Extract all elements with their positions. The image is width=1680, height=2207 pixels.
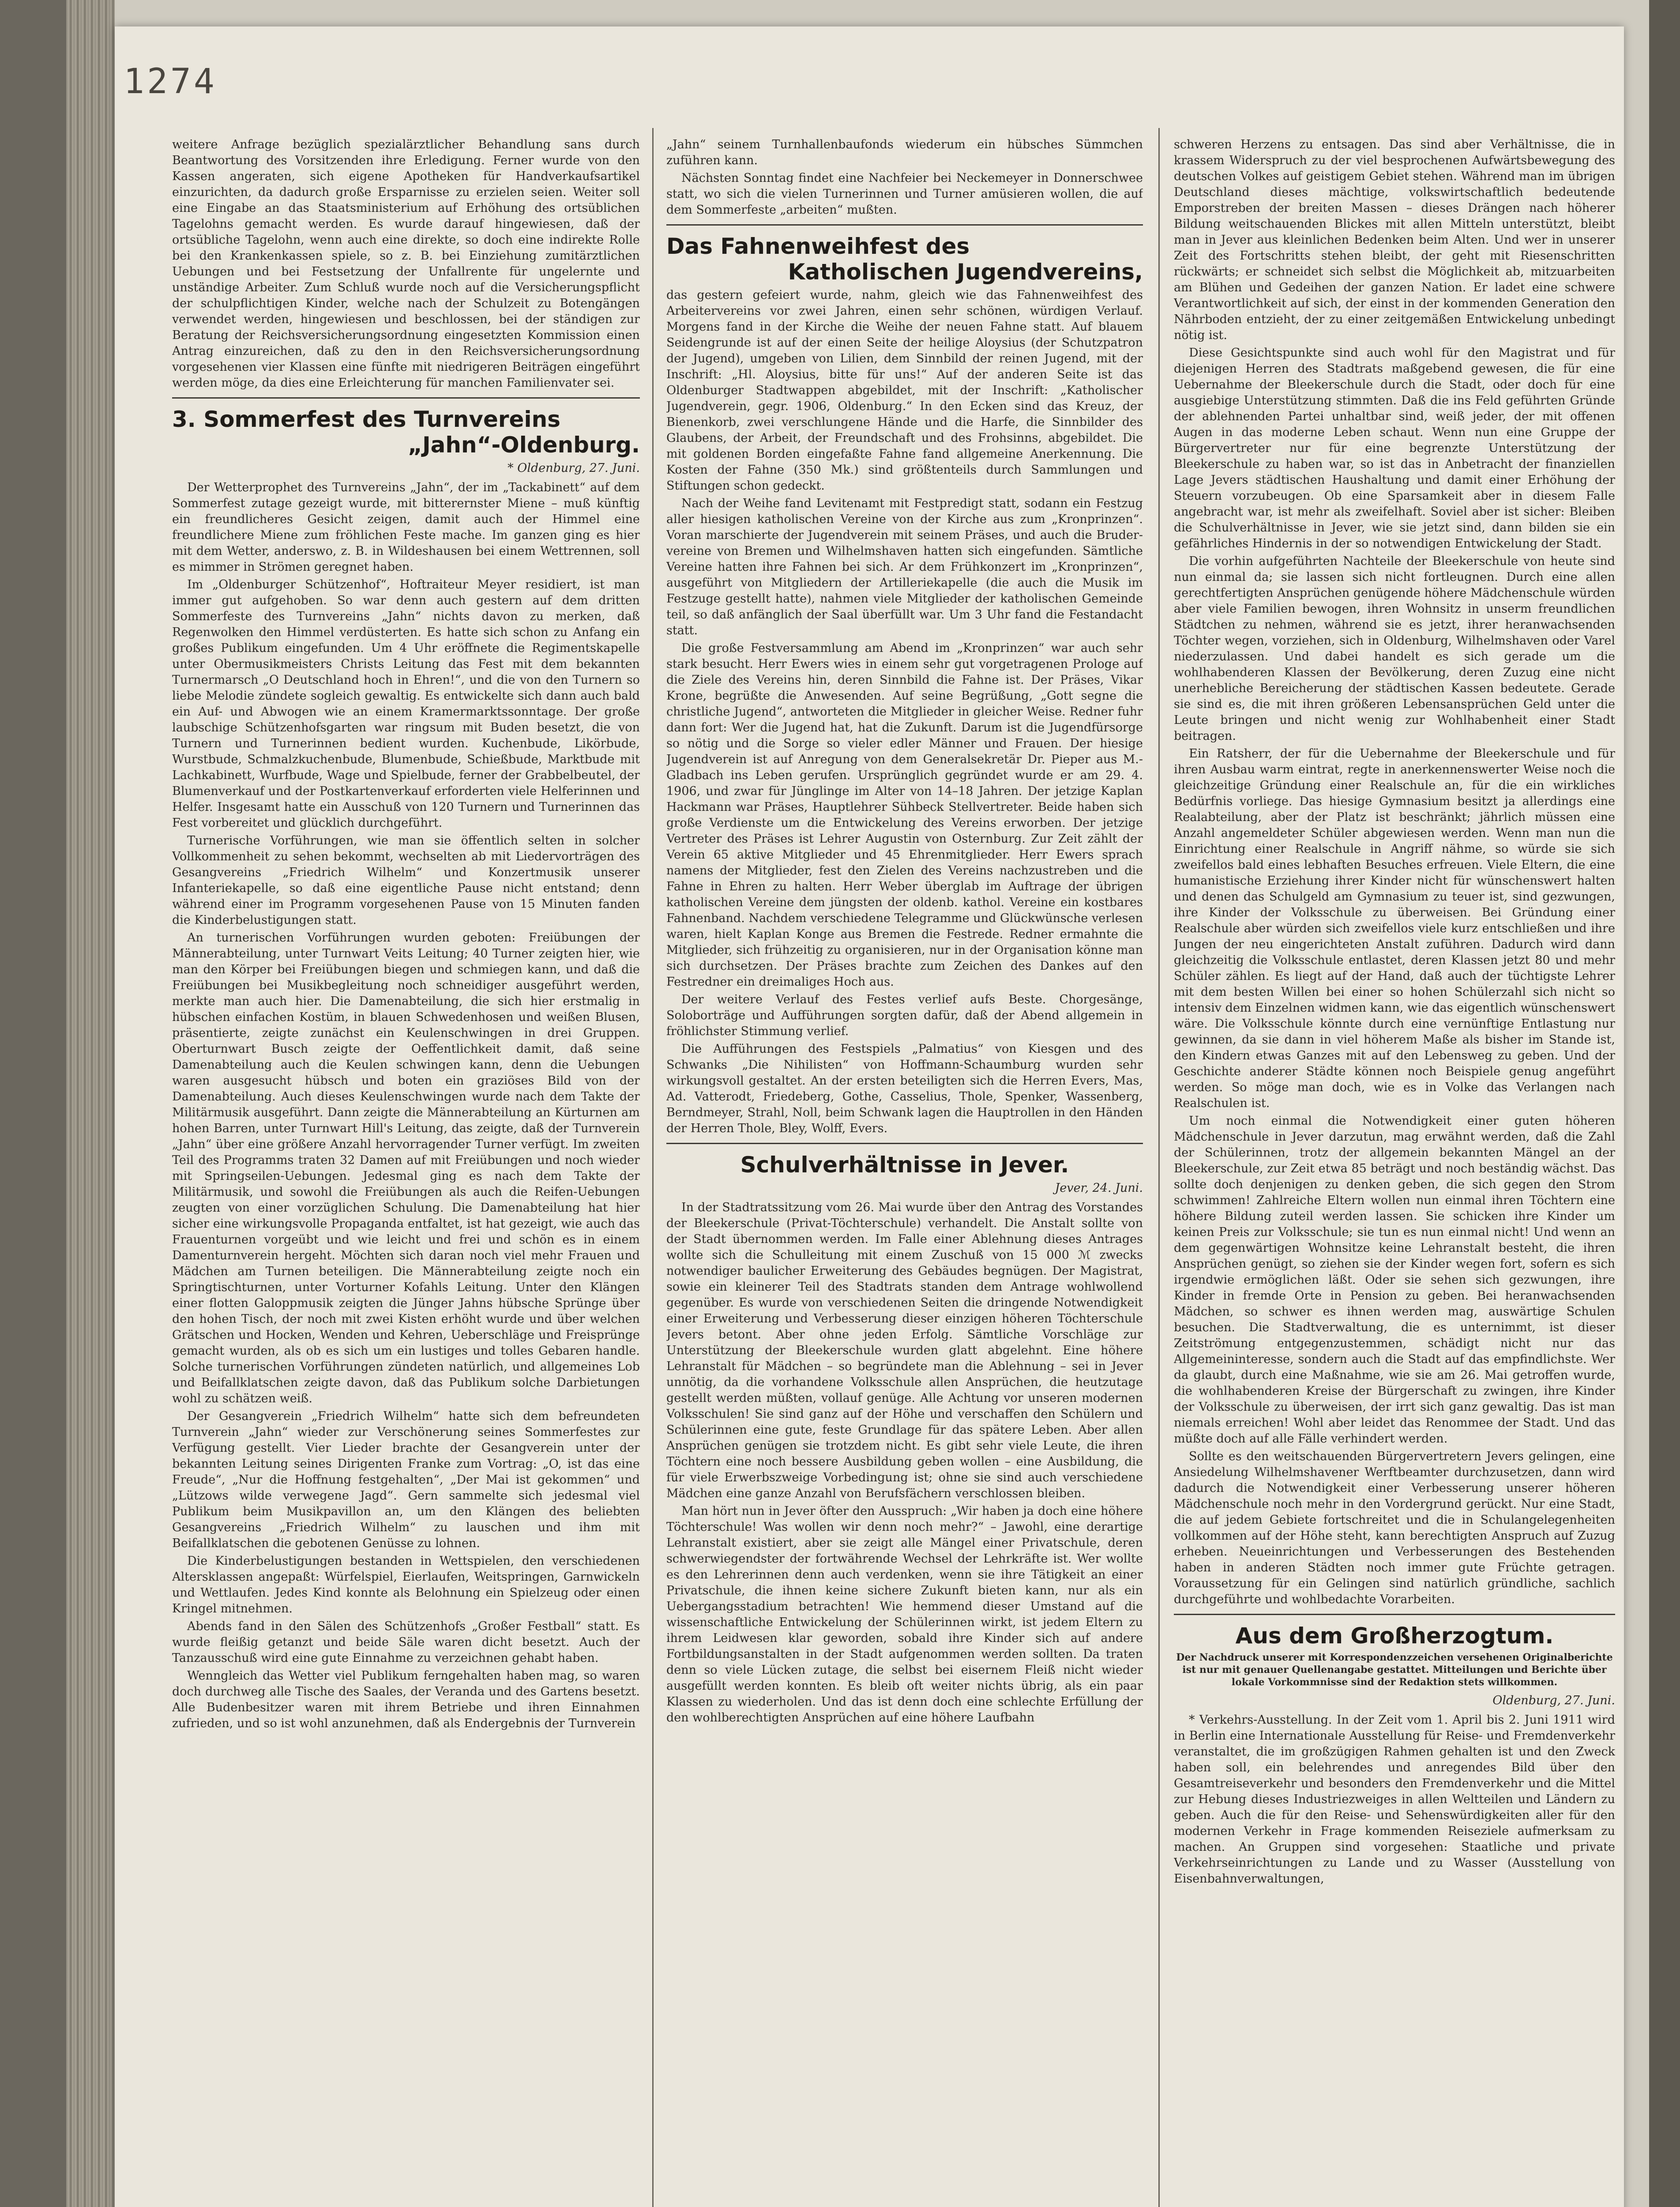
column-1	[172, 137, 640, 2207]
section-heading: Aus dem Großherzogtum.	[1235, 1623, 1554, 1649]
dateline: Oldenburg, 27. Juni.	[1492, 1694, 1615, 1707]
section-rule	[1174, 1614, 1615, 1615]
article-paragraph: Die vorhin aufgeführten Nachteile der Bleekerschule von heute sind nun einmal da; sie lassen sich nicht fortleugnen. Durch eine allen gerechtfertigten Ansprüchen genügende höhere Mädchenschule würden aber viele Familien bewogen, ihren Wohnsitz in unserm freundlichen Städtchen zu nehmen, während sie es jetzt, ihrer heranwachsenden Töchter wegen, vorziehen, sich in Oldenburg, Wilhelmshaven oder Varel niederzulassen. Und dabei handelt es sich gerade um die wohlhabenderen Klassen der Bevölkerung, deren Zuzug eine nicht unerhebliche Bereicherung der städtischen Kassen bedeutete. Gerade sie sind es, die mit ihren größeren Lebensansprüchen Geld unter die Leute bringen und nicht wenig zur Wohlhabenheit einer Stadt beitragen.	[1174, 554, 1615, 743]
article-paragraph: Diese Gesichtspunkte sind auch wohl für den Magistrat und für diejenigen Herren des Stadtrats maßgebend gewesen, die für eine Uebernahme der Bleekerschule durch die Stadt, oder doch für eine ausgiebige Unterstützung stimmten. Daß die ins Feld geführten Gründe der ablehnenden Partei unhaltbar sind, weiß jeder, der mit offenen Augen in das moderne Leben schaut. Wenn nun eine Gruppe der Bürgervertreter nur für eine begrenzte Unterstützung der Bleekerschule zu haben war, so ist das in Anbetracht der finanziellen Lage Jevers städtischen Haushaltung und damit einer Erhöhung der Steuern vorzubeugen. Ob eine Sparsamkeit aber in diesem Falle angebracht war, ist mehr als zweifelhaft. Soviel aber ist sicher: Bleiben die Schulverhältnisse in Jever, wie sie jetzt sind, dann bilden sie ein gefährliches Hindernis in der so notwendigen Entwickelung der Stadt.	[1174, 346, 1615, 550]
column-3	[1174, 137, 1615, 2207]
article-paragraph: Man hört nun in Jever öfter den Ausspruch: „Wir haben ja doch eine höhere Töchterschule! Was wollen wir denn noch mehr?“ – Jawohl, eine derartige Lehranstalt existiert, aber sie zeigt alle Mängel einer Privatschule, deren schwerwiegendster der fortwährende Wechsel der Lehrkräfte ist. Wer wollte es den Lehrerinnen denn auch verdenken, wenn sie ihre Tätigkeit an einer Privatschule, die ihnen keine sichere Zukunft bieten kann, nur als ein Uebergangsstadium betrachten! Wie hemmend dieser Umstand auf die wissenschaftliche Entwickelung der Schülerinnen wirkt, ist jedem Eltern zu ihrem Leidwesen klar geworden, sobald ihre Kinder sich auf andere Fortbildungsanstalten in der Stadt aufgenommen werden sollten. Da traten denn so viele Lücken zutage, die selbst bei eisernem Fleiß nicht wieder ausgefüllt werden konnten. Es bleib oft weiter nichts übrig, als ein paar Klassen zu wiederholen. Und das ist denn doch eine schlechte Erfüllung der den wohlberechtigten Ansprüchen auf eine höhere Laufbahn	[666, 1504, 1143, 1725]
column-2	[666, 137, 1143, 2207]
article-text: Nächsten Sonntag findet eine Nachfeier bei Neckemeyer in Donnerschwee statt, wo sich die vielen Turnerinnen und Turner amüsieren wollen, die auf dem Sommerfeste „arbeiten“ mußten.	[666, 171, 1143, 217]
article-paragraph: In der Stadtratssitzung vom 26. Mai wurde über den Antrag des Vorstandes der Bleekerschule (Privat-Töchterschule) verhandelt. Die Anstalt sollte von der Stadt übernommen werden. Im Falle einer Ablehnung dieses Antrages wollte sich die Schulleitung mit einem Zuschuß von 15 000 ℳ zwecks notwendiger baulicher Erweiterung des Gebäudes begnügen. Der Magistrat, sowie ein kleinerer Teil des Stadtrats standen dem Antrage wohlwollend gegenüber. Es wurde von verschiedenen Seiten die dringende Notwendigkeit einer Erweiterung und Verbesserung dieser einzigen höheren Töchterschule Jevers betont. Aber ohne jeden Erfolg. Sämtliche Vorschläge zur Unterstützung der Bleekerschule wurden glatt abgelehnt. Eine höhere Lehranstalt für Mädchen – so begründete man die Ablehnung – sei in Jever unnötig, da die vorhandene Volksschule allen Ansprüchen, die heutzutage gestellt werden müßten, vollauf genüge. Alle Achtung vor unseren modernen Volksschulen! Sie sind ganz auf der Höhe und verschaffen den Schülern und Schülerinnen eine gute, feste Grundlage für das spätere Leben. Aber allen Ansprüchen genügen sie trotzdem nicht. Es gibt sehr viele Leute, die ihren Töchtern eine noch bessere Ausbildung geben wollen – eine Ausbildung, die für viele Erwerbszweige Vorbedingung ist; ohne sie sind auch verschiedene Mädchen eine ganze Anzahl von Berufsfächern verschlossen bleiben.	[666, 1201, 1143, 1500]
article-paragraph: Nach der Weihe fand Levitenamt mit Festpredigt statt, sodann ein Festzug aller hiesigen katholischen Vereine von der Kirche aus zum „Kronprinzen“. Voran marschierte der Jugendverein mit seinem Präses, und auch die Brudervereine von Bremen und Wilhelmshaven hatten sich eingefunden. Sämtliche Vereine hatten ihre Fahnen bei sich. Ar dem Frühkonzert im „Kronprinzen“, ausgeführt von Mitgliedern der Artilleriekapelle (die auch die Musik im Festzuge gestellt hatte), nahmen viele Mitglieder der katholischen Gemeinde teil, so daß anfänglich der Saal überfüllt war. Um 3 Uhr fand die Festandacht statt.	[666, 497, 1143, 637]
heading-line: Das Fahnenweihfest des	[666, 234, 970, 259]
article-paragraph: Im „Oldenburger Schützenhof“, Hoftraiteur Meyer residiert, ist man immer gut aufgehoben. So war denn auch gestern auf dem dritten Sommerfeste des Turnvereins „Jahn“ nichts davon zu merken, daß Regenwolken den Himmel verdüsterten. Es hatte sich schon zu Anfang ein großes Publikum eingefunden. Um 4 Uhr eröffnete die Regimentskapelle unter Obermusikmeisters Christs Leitung das Fest mit dem bekannten Turnermarsch „O Deutschland hoch in Ehren!“, und die von den Turnern so liebe Melodie zündete sogleich gewaltig. Es entwickelte sich dann auch bald ein Auf- und Abwogen wie an einem Kramermarktssonntage. Der große laubschige Schützenhofsgarten war ringsum mit Buden besetzt, die von Turnern und Turnerinnen bedient wurden. Kuchenbude, Likörbude, Wurstbude, Schmalzkuchenbude, Blumenbude, Schießbude, Marktbude mit Lachkabinett, Wurfbude, Wage und Spielbude, ferner der Grabbelbeutel, der Blumenverkauf und der Postkartenverkauf erforderten viele Helferinnen und Helfer. Insgesamt hatte ein Ausschuß von 120 Turnern und Turnerinnen das Fest vorbereitet und glücklich durchgeführt.	[172, 578, 640, 830]
article-heading	[666, 234, 1143, 285]
article-paragraph: Um noch einmal die Notwendigkeit einer guten höheren Mädchenschule in Jever darzutun, mag erwähnt werden, daß die Zahl der Schülerinnen, trotz der allgemein bekannten Mängel an der Bleekerschule, zur Zeit etwa 85 beträgt und noch beständig wächst. Das sollte doch denjenigen zu denken geben, die sich gegen den Strom schwimmen! Zahlreiche Eltern wollen nun einmal ihren Töchtern eine höhere Bildung zuteil werden lassen. Sie schicken ihre Kinder um keinen Preis zur Volksschule; sie tun es nun einmal nicht! Und wenn an dem gegenwärtigen Wohnsitze keine Lehranstalt besteht, die ihren Ansprüchen genügt, so ziehen sie der Kinder wegen fort, sofern es sich irgendwie ermöglichen läßt. Oder sie sehen sich gezwungen, ihre Kinder in fremde Orte in Pension zu geben. Bei heranwachsenden Mädchen, so schwer es ihnen werden mag, auswärtige Schulen besuchen. Die Stadtverwaltung, die es unternimmt, ist dieser Zeitströmung entgegenzustemmen, schädigt nicht nur das Allgemeininteresse, sondern auch die Stadt auf das empfindlichste. Wer da glaubt, durch eine Maßnahme, wie sie am 26. Mai getroffen wurde, die wohlhabenderen Kreise der Bürgerschaft zu zwingen, ihre Kinder der Volksschule zu überweisen, der irrt sich ganz gewaltig. Das ist man niemals erreichen! Wohl aber leidet das Renommee der Stadt. Und das müßte doch auf alle Fälle verhindert werden.	[1174, 1114, 1615, 1446]
heading-line: 3. Sommerfest des Turnvereins	[172, 407, 560, 432]
article-text: „Jahn“ seinem Turnhallenbaufonds wiederum ein hübsches Sümmchen zuführen kann.	[666, 138, 1143, 167]
article-paragraph: Turnerische Vorführungen, wie man sie öffentlich selten in solcher Vollkommenheit zu sehen bekommt, wechselten ab mit Liedervorträgen des Gesangvereins „Friedrich Wilhelm“ und Konzertmusik unserer Infanteriekapelle, so daß eine eigentliche Pause nicht entstand; denn während einer im Programm vorgesehenen Pause von 15 Minuten fanden die Kinderbelustigungen statt.	[172, 834, 640, 927]
article-heading: Schulverhältnisse in Jever.	[740, 1152, 1069, 1178]
heading-line: „Jahn“-Oldenburg.	[408, 432, 640, 458]
book-binding	[66, 0, 115, 2207]
article-text: weitere Anfrage bezüglich spezialärztlicher Behandlung sans durch Beantwortung des Vorsitzenden ihre Erledigung. Ferner wurde von den Kassen angeraten, sich eigene Apotheken für Handverkaufsartikel einzurichten, da dadurch große Ersparnisse zu erzielen seien. Weiter soll eine Eingabe an das Staatsministerium auf Erhöhung des ortsüblichen Tagelohns gemacht werden. Es wurde darauf hingewiesen, daß der ortsübliche Tagelohn, wenn auch eine direkte, so doch eine indirekte Rolle bei den Krankenkassen spiele, so z. B. bei Einziehung zumitärztlichen Uebungen und bei Festsetzung der Unfallrente für ungelernte und unständige Arbeiter. Zum Schluß wurde noch auf die Versicherungspflicht der schulpflichtigen Kinder, welche nach der Schulzeit zu Botengängen verwendet werden, hingewiesen und beschlossen, bei der ständigen zur Beratung der Reichsversicherungsordnung eingesetzten Kommission einen Antrag einzureichen, daß zu den in den Reichsversicherungsordnung vorgesehenen vier Klassen eine fünfte mit niedrigeren Beiträgen eingeführt werden möge, da dies eine Erleichterung für manchen Familienvater sei.	[172, 138, 640, 390]
article-paragraph: Sollte es den weitschauenden Bürgervertretern Jevers gelingen, eine Ansiedelung Wilhelmshavener Werftbeamter durchzusetzen, dann wird dadurch die Notwendigkeit einer Verbesserung unserer höheren Mädchenschule noch mehr in den Vordergrund gerückt. Nur eine Stadt, die auf jedem Gebiete fortschreitet und die in Schulangelegenheiten vollkommen auf der Höhe steht, kann berechtigten Anspruch auf Zuzug erheben. Neueinrichtungen und Verbesserungen des Bestehenden haben in anderen Städten noch immer gute Früchte getragen. Voraussetzung für ein Gelingen sind natürlich gründliche, sachlich durchgeführte und wohlbedachte Vorarbeiten.	[1174, 1450, 1615, 1606]
dateline: Jever, 24. Juni.	[1055, 1181, 1143, 1195]
article-paragraph: Die Aufführungen des Festspiels „Palmatius“ von Kiesgen und des Schwanks „Die Nihilisten“ von Hoffmann-Schaumburg wurden sehr wirkungsvoll gestaltet. An der ersten beteiligten sich die Herren Evers, Mas, Ad. Vatterodt, Friedeberg, Gothe, Casselius, Thole, Spenker, Wassenberg, Berndmeyer, Strahl, Noll, beim Schwank lagen die Hauptrollen in den Händen der Herren Thole, Bley, Wolff, Evers.	[666, 1042, 1143, 1135]
page-number: 1274	[124, 62, 217, 102]
article-paragraph: Die große Festversammlung am Abend im „Kronprinzen“ war auch sehr stark besucht. Herr Ewers wies in einem sehr gut vorgetragenen Prologe auf die Ziele des Vereins hin, deren Sinnbild die Fahne ist. Der Präses, Vikar Krone, begrüßte die Anwesenden. Auf seine Begrüßung, „Gott segne die christliche Jugend“, antworteten die Mitglieder in gleicher Weise. Redner fuhr dann fort: Wer die Jugend hat, hat die Zukunft. Darum ist die Jugendfürsorge so nötig und die Sorge so vieler edler Männer und Frauen. Der hiesige Jugendverein ist auf Anregung von dem Generalsekretär Dr. Pieper aus M.-Gladbach ins Leben gerufen. Ursprünglich gegründet wurde er am 29. 4. 1906, und zwar für Jünglinge im Alter von 14–18 Jahren. Der jetzige Kaplan Hackmann war Präses, Hauptlehrer Sühbeck Stellvertreter. Beide haben sich große Verdienste um die Entwickelung des Vereins erworben. Der jetzige Vertreter des Präses ist Lehrer Augustin von Osternburg. Zur Zeit zählt der Verein 65 aktive Mitglieder und 45 Ehrenmitglieder. Herr Ewers sprach namens der Mitglieder, fest den Zielen des Vereins nachzustreben und die Fahne in Ehren zu halten. Herr Weber überglab im Auftrage der übrigen katholischen Vereine dem jüngsten der oldenb. kathol. Vereine ein kostbares Fahnenband. Nachdem verschiedene Telegramme und Glückwünsche verlesen waren, hielt Kaplan Konge aus Bremen die Festrede. Redner ermahnte die Mitglieder, sich frühzeitig zu organisieren, nur in der Organisation könne man sich durchsetzen. Der Präses brachte zum Zeichen des Dankes auf den Festredner ein dreimaliges Hoch aus.	[666, 641, 1143, 989]
article-paragraph: Wenngleich das Wetter viel Publikum ferngehalten haben mag, so waren doch durchweg alle Tische des Saales, der Veranda und des Gartens besetzt. Alle Budenbesitzer waren mit ihrem Betriebe und ihren Einnahmen zufrieden, und so ist wohl anzunehmen, daß als Endergebnis der Turnverein	[172, 1669, 640, 1730]
section-rule	[172, 397, 640, 399]
article-paragraph: An turnerischen Vorführungen wurden geboten: Freiübungen der Männerabteilung, unter Turnwart Veits Leitung; 40 Turner zeigten hier, wie man den Körper bei Freiübungen biegen und schmiegen kann, und daß die Freiübungen bei Musikbegleitung noch schneidiger ausgeführt werden, merkte man auch hier. Die Damenabteilung, die sich hier erstmalig in hübschen einfachen Kostüm, in blauen Schwedenhosen und weißen Blusen, präsentierte, zeigte zunächst ein Keulenschwingen in drei Gruppen. Oberturnwart Busch zeigte der Oeffentlichkeit damit, daß seine Damenabteilung auch die Keulen schwingen kann, denn die Uebungen waren ausgesucht hübsch und boten ein graziöses Bild von der Damenabteilung. Auch dieses Keulenschwingen wurde nach dem Takte der Militärmusik ausgeführt. Dann zeigte die Männerabteilung an Kürturnen am hohen Barren, unter Turnwart Hill's Leitung, das zeigte, daß der Turnverein „Jahn“ über eine größere Anzahl hervorragender Turner verfügt. Im zweiten Teil des Programms traten 32 Damen auf mit Freiübungen und noch wieder mit Springseilen-Uebungen. Jedesmal ging es nach dem Takte der Militärmusik, und sowohl die Freiübungen als auch die Reifen-Uebungen zeugten von einer vorzüglichen Schulung. Die Damenabteilung hat hier sicher eine wirkungsvolle Propaganda entfaltet, ist hat gezeigt, wie auch das Frauenturnen vorgeübt und wie leicht und frei und schön es in einem Damenturnverein hergeht. Möchten sich daran noch viel mehr Frauen und Mädchen am Turnen beteiligen. Die Männerabteilung zeigte noch ein Springtischturnen, unter Vorturner Kofahls Leitung. Unter den Klängen einer flotten Galoppmusik zeigten die Jünger Jahns hübsche Sprünge über den hohen Tisch, der noch mit zwei Kisten erhöht wurde und über welchen Grätschen und Hocken, Wenden und Kehren, Ueberschläge und Freisprünge gemacht wurden, als ob es sich um ein lustiges und tolles Gebaren handle. Solche turnerischen Vorführungen zündeten natürlich, und allgemeines Lob und Beifallklatschen zeigte davon, daß das Publikum solche Darbietungen wohl zu schätzen weiß.	[172, 931, 640, 1405]
article-paragraph: Ein Ratsherr, der für die Uebernahme der Bleekerschule und für ihren Ausbau warm eintrat, regte in anerkennenswerter Weise noch die gleichzeitige Gründung einer Realschule an, für die ein wirkliches Bedürfnis vorliege. Das hiesige Gymnasium besitzt ja allerdings eine Realabteilung, aber der Platz ist beschränkt; jährlich müssen eine Anzahl angemeldeter Schüler abgewiesen werden. Wenn man nun die Einrichtung einer Realschule in Angriff nähme, so würde sie sich zweifellos bald eines lebhaften Besuches erfreuen. Viele Eltern, die eine humanistische Erziehung ihrer Kinder nicht für wünschenswert halten und denen das Schulgeld am Gymnasium zu teuer ist, sind gezwungen, ihre Kinder der Volksschule zu überweisen. Bei Gründung einer Realschule aber würden sich zweifellos viele kurz entschließen und ihre Jungen der neu eingerichteten Anstalt zuführen. Dadurch wird dann gleichzeitig die Volksschule entlastet, deren Klassen jetzt 80 und mehr Schüler zählen. Es liegt auf der Hand, daß auch der tüchtigste Lehrer mit dem besten Willen bei einer so hohen Schülerzahl sich nicht so intensiv dem Einzelnen widmen kann, wie das eigentlich wünschenswert wäre. Die Volksschule könnte durch eine vernünftige Entlastung nur gewinnen, da sie dann in viel höherem Maße als bisher im Stande ist, den Kindern etwas Ganzes mit auf den Lebensweg zu geben. Und der Geschichte anderer Städte können noch Beispiele genug angeführt werden. So möge man doch, wie es in Volke das Verlangen nach Realschulen ist.	[1174, 747, 1615, 1110]
section-rule	[666, 224, 1143, 226]
article-paragraph: * Verkehrs-Ausstellung. In der Zeit vom 1. April bis 2. Juni 1911 wird in Berlin eine Internationale Ausstellung für Reise- und Fremdenverkehr veranstaltet, die im großzügigen Rahmen gehalten ist und den Zweck haben soll, ein belehrendes und anregendes Bild über den Gesamtreiseverkehr und besonders den Fremdenverkehr und die Mittel zur Hebung dieses Industriezweiges in allen Weltteilen und Ländern zu geben. Auch die für den Reise- und Sehenswürdigkeiten aller für den modernen Verkehr in Frage kommenden Reiseziele aufmerksam zu machen. An Gruppen sind vorgesehen: Staatliche und private Verkehrseinrichtungen zu Lande und zu Wasser (Ausstellung von Eisenbahnverwaltungen,	[1174, 1713, 1615, 1886]
dateline: * Oldenburg, 27. Juni.	[507, 461, 640, 475]
scanner-backdrop-right	[1649, 0, 1680, 2207]
column-rule	[1158, 128, 1160, 2207]
article-paragraph: Die Kinderbelustigungen bestanden in Wettspielen, den verschiedenen Altersklassen angepaßt: Würfelspiel, Eierlaufen, Weitspringen, Garnwickeln und Wettlaufen. Jedes Kind konnte als Belohnung ein Spielzeug oder einen Kringel mitnehmen.	[172, 1554, 640, 1616]
article-paragraph: das gestern gefeiert wurde, nahm, gleich wie das Fahnenweihfest des Arbeitervereins vor zwei Jahren, einen sehr schönen, würdigen Verlauf. Morgens fand in der Kirche die Weihe der neuen Fahne statt. Auf blauem Seidengrunde ist auf der einen Seite der heilige Aloysius (der Schutzpatron der Jugend), umgeben von Lilien, dem Sinnbild der reinen Jugend, mit der Inschrift: „Hl. Aloysius, bitte für uns!“ Auf der anderen Seite ist das Oldenburger Stadtwappen abgebildet, mit der Inschrift: „Katholischer Jugendverein, gegr. 1906, Oldenburg.“ In den Ecken sind das Kreuz, der Bienenkorb, zwei verschlungene Hände und die Harfe, die Sinnbilder des Glaubens, der Arbeit, der Freundschaft und des Frohsinns, abgebildet. Die mit goldenen Borden eingefaßte Fahne fand allgemeine Anerkennung. Die Kosten der Fahne (350 Mk.) sind größtenteils durch Sammlungen und Stiftungen schon gedeckt.	[666, 288, 1143, 493]
heading-line: Katholischen Jugendvereins,	[788, 259, 1143, 285]
reprint-note: Der Nachdruck unserer mit Korrespondenzzeichen versehenen Originalberichte ist nur mit genauer Quellenangabe gestattet. Mitteilungen und Berichte über lokale Vorkommnisse sind der Redaktion stets willkommen.	[1176, 1652, 1613, 1688]
newspaper-page	[115, 26, 1624, 2207]
article-paragraph: Der weitere Verlauf des Festes verlief aufs Beste. Chorgesänge, Soloborträge und Aufführungen sorgten dafür, daß der Abend allgemein in fröhlichster Stimmung verlief.	[666, 993, 1143, 1038]
article-heading	[172, 407, 640, 458]
scanner-backdrop-left	[0, 0, 66, 2207]
column-rule	[652, 128, 654, 2207]
article-paragraph: Der Wetterprophet des Turnvereins „Jahn“, der im „Tackabinett“ auf dem Sommerfest zutage gezeigt wurde, mit bitterernster Miene – muß künftig ein freundlicheres Gesicht zeigen, damit auch der Himmel eine freundlichere Miene zum fröhlichen Feste mache. Im ganzen ging es hier mit dem Wetter, anderswo, z. B. in Wildeshausen bei einem Wettrennen, soll es mimmer in Strömen geregnet haben.	[172, 481, 640, 574]
article-paragraph: schweren Herzens zu entsagen. Das sind aber Verhältnisse, die in krassem Widerspruch zu der viel besprochenen Aufwärtsbewegung des deutschen Volkes auf geistigem Gebiet stehen. Während man im übrigen Deutschland dieses mächtige, volkswirtschaftlich bedeutende Emporstreben der breiten Massen – dieses Drängen nach höherer Bildung weitschauenden Blickes mit allen Mitteln unterstützt, bleibt man in Jever aus kleinlichen Bedenken beim Alten. Und wer in unserer Zeit des Fortschritts stehen bleibt, der geht mit Riesenschritten rückwärts; er schneidet sich selbst die Möglichkeit ab, mitzuarbeiten am Blühen und Gedeihen der ganzen Nation. Er ladet eine schwere Verantwortlichkeit auf sich, der einst in der kommenden Generation den Nährboden entzieht, der zu einer zeitgemäßen Entwickelung unbedingt nötig ist.	[1174, 138, 1615, 342]
section-rule	[666, 1143, 1143, 1144]
article-paragraph: Abends fand in den Sälen des Schützenhofs „Großer Festball“ statt. Es wurde fleißig getanzt und beide Säle waren dicht besetzt. Auch der Tanzausschuß wird eine gute Einnahme zu verzeichnen gehabt haben.	[172, 1619, 640, 1665]
article-paragraph: Der Gesangverein „Friedrich Wilhelm“ hatte sich dem befreundeten Turnverein „Jahn“ wieder zur Verschönerung seines Sommerfestes zur Verfügung gestellt. Vier Lieder brachte der Gesangverein unter der bekannten Leitung seines Dirigenten Franke zum Vortrag: „O, ist das eine Freude“, „Nur die Hoffnung festgehalten“, „Der Mai ist gekommen“ und „Lützows wilde verwegene Jagd“. Gern sammelte sich jedesmal viel Publikum beim Musikpavillon an, um den Klängen des beliebten Gesangvereins „Friedrich Wilhelm“ zu lauschen und ihm mit Beifallklatschen die gebotenen Genüsse zu lohnen.	[172, 1409, 640, 1550]
